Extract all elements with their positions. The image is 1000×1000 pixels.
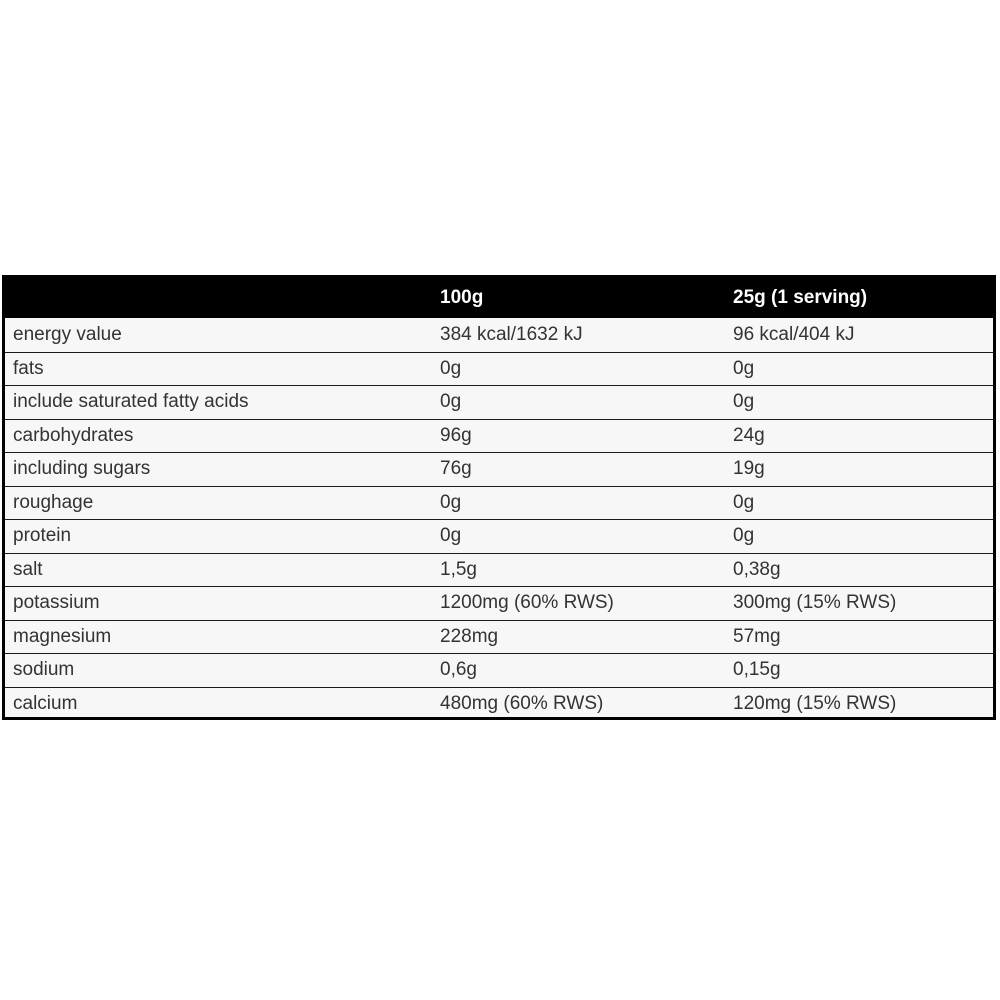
table-row bbox=[5, 419, 993, 453]
nutrient-name: potassium bbox=[13, 592, 100, 614]
value-per-serving: 0,38g bbox=[733, 558, 781, 580]
value-per-100g: 1,5g bbox=[440, 558, 477, 580]
value-per-serving: 0g bbox=[733, 491, 755, 513]
value-per-serving: 57mg bbox=[733, 625, 781, 647]
nutrient-name: calcium bbox=[13, 692, 78, 714]
nutrient-name: carbohydrates bbox=[13, 424, 134, 446]
nutrient-name: include saturated fatty acids bbox=[13, 391, 249, 413]
header-per-serving: 25g (1 serving) bbox=[733, 287, 868, 308]
value-per-100g: 384 kcal/1632 kJ bbox=[440, 323, 583, 345]
table-row bbox=[5, 519, 993, 553]
value-per-serving: 120mg (15% RWS) bbox=[733, 692, 897, 714]
value-per-100g: 228mg bbox=[440, 625, 499, 647]
value-per-100g: 1200mg (60% RWS) bbox=[440, 592, 614, 614]
table-row bbox=[5, 553, 993, 587]
table-row bbox=[5, 318, 993, 352]
nutrient-name: salt bbox=[13, 558, 43, 580]
value-per-100g: 0,6g bbox=[440, 659, 477, 681]
value-per-100g: 480mg (60% RWS) bbox=[440, 692, 604, 714]
nutrition-table bbox=[2, 275, 996, 720]
table-row bbox=[5, 586, 993, 620]
nutrient-name: energy value bbox=[13, 323, 122, 345]
nutrient-name: magnesium bbox=[13, 625, 112, 647]
table-row bbox=[5, 486, 993, 520]
nutrient-name: sodium bbox=[13, 659, 75, 681]
value-per-serving: 96 kcal/404 kJ bbox=[733, 323, 855, 345]
table-row bbox=[5, 620, 993, 654]
value-per-serving: 300mg (15% RWS) bbox=[733, 592, 897, 614]
value-per-serving: 0g bbox=[733, 391, 755, 413]
nutrient-name: roughage bbox=[13, 491, 94, 513]
value-per-serving: 0g bbox=[733, 357, 755, 379]
table-row bbox=[5, 452, 993, 486]
nutrient-name: including sugars bbox=[13, 458, 151, 480]
value-per-serving: 0g bbox=[733, 525, 755, 547]
table-row bbox=[5, 687, 993, 721]
value-per-100g: 76g bbox=[440, 458, 472, 480]
value-per-100g: 0g bbox=[440, 491, 462, 513]
value-per-100g: 0g bbox=[440, 391, 462, 413]
value-per-100g: 96g bbox=[440, 424, 472, 446]
table-row bbox=[5, 653, 993, 687]
table-header-row bbox=[5, 278, 993, 318]
value-per-serving: 24g bbox=[733, 424, 765, 446]
nutrient-name: protein bbox=[13, 525, 72, 547]
table-row bbox=[5, 385, 993, 419]
value-per-100g: 0g bbox=[440, 525, 462, 547]
nutrient-name: fats bbox=[13, 357, 44, 379]
table-row bbox=[5, 352, 993, 386]
value-per-serving: 0,15g bbox=[733, 659, 781, 681]
header-per-100g: 100g bbox=[440, 287, 484, 308]
value-per-serving: 19g bbox=[733, 458, 765, 480]
value-per-100g: 0g bbox=[440, 357, 462, 379]
